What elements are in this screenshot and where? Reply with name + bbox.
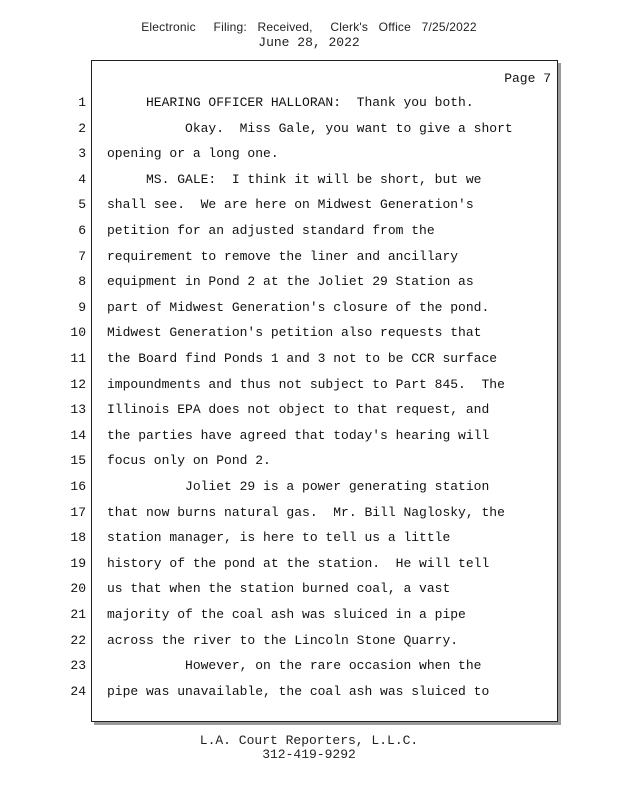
line-number: 21	[70, 607, 86, 622]
line-number: 12	[70, 377, 86, 392]
transcript-line-text: shall see. We are here on Midwest Generation's	[107, 197, 474, 212]
line-number: 7	[78, 249, 86, 264]
transcript-line-text: the parties have agreed that today's hearing will	[107, 428, 490, 443]
transcript-line-text: us that when the station burned coal, a vast	[107, 581, 451, 596]
transcript-line-text: Midwest Generation's petition also requests that	[107, 325, 482, 340]
line-number: 18	[70, 530, 86, 545]
transcript-line-text: Joliet 29 is a power generating station	[107, 479, 490, 494]
line-number: 14	[70, 428, 86, 443]
line-number: 5	[78, 197, 86, 212]
line-number: 4	[78, 172, 86, 187]
page-number-label: Page 7	[504, 71, 551, 86]
transcript-line-text: Okay. Miss Gale, you want to give a short	[107, 121, 513, 136]
line-number: 11	[70, 351, 86, 366]
transcript-line-text: station manager, is here to tell us a little	[107, 530, 451, 545]
line-number: 3	[78, 146, 86, 161]
line-number: 6	[78, 223, 86, 238]
line-number: 8	[78, 274, 86, 289]
line-number: 15	[70, 453, 86, 468]
reporter-company: L.A. Court Reporters, L.L.C.	[199, 733, 419, 748]
transcript-line-text: HEARING OFFICER HALLORAN: Thank you both.	[107, 95, 474, 110]
transcript-line-text: However, on the rare occasion when the	[107, 658, 482, 673]
line-number: 22	[70, 633, 86, 648]
transcript-line-text: requirement to remove the liner and ancillary	[107, 249, 459, 264]
transcript-date: June 28, 2022	[258, 35, 360, 50]
transcript-line-text: across the river to the Lincoln Stone Quarry.	[107, 633, 459, 648]
line-number: 24	[70, 684, 86, 699]
line-number: 16	[70, 479, 86, 494]
line-number: 20	[70, 581, 86, 596]
transcript-line-text: majority of the coal ash was sluiced in a pipe	[107, 607, 466, 622]
page-footer	[0, 734, 618, 762]
transcript-line-text: MS. GALE: I think it will be short, but we	[107, 172, 482, 187]
transcript-line-text: the Board find Ponds 1 and 3 not to be CCR surface	[107, 351, 498, 366]
line-number: 23	[70, 658, 86, 673]
transcript-line-text: opening or a long one.	[107, 146, 279, 161]
line-number: 2	[78, 121, 86, 136]
transcript-line-text: history of the pond at the station. He will tell	[107, 556, 490, 571]
line-number: 1	[78, 95, 86, 110]
line-number: 17	[70, 505, 86, 520]
transcript-line-text: part of Midwest Generation's closure of the pond.	[107, 300, 490, 315]
line-number: 19	[70, 556, 86, 571]
line-number: 13	[70, 402, 86, 417]
line-number: 9	[78, 300, 86, 315]
reporter-phone: 312-419-9292	[262, 747, 356, 762]
transcript-line-text: focus only on Pond 2.	[107, 453, 271, 468]
line-number: 10	[70, 325, 86, 340]
transcript-line-text: pipe was unavailable, the coal ash was sluiced to	[107, 684, 490, 699]
transcript-line-text: Illinois EPA does not object to that request, and	[107, 402, 490, 417]
transcript-line-text: equipment in Pond 2 at the Joliet 29 Station as	[107, 274, 474, 289]
filing-stamp: Electronic Filing: Received, Clerk's Office 7/25/2022	[141, 20, 477, 34]
transcript-line-text: that now burns natural gas. Mr. Bill Naglosky, the	[107, 505, 505, 520]
transcript-line-text: petition for an adjusted standard from the	[107, 223, 435, 238]
transcript-line-text: impoundments and thus not subject to Part 845. The	[107, 377, 505, 392]
